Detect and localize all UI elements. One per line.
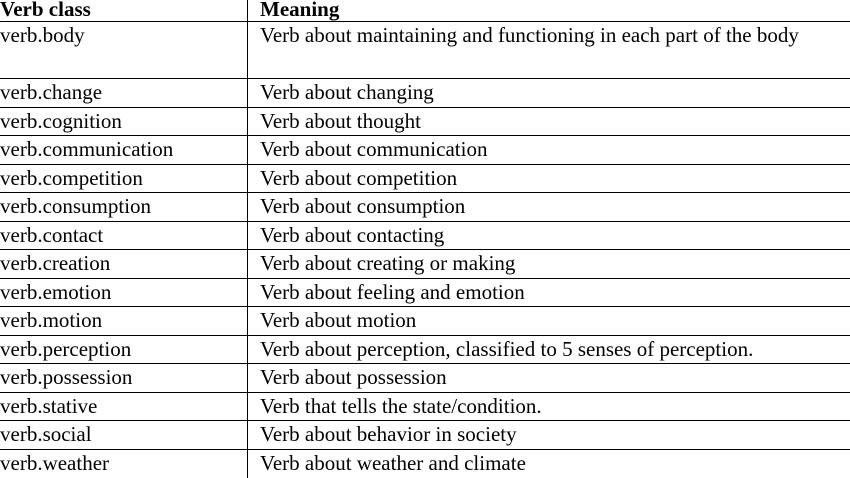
meaning-cell: Verb about maintaining and functioning in each part of the body — [260, 23, 799, 47]
meaning-cell: Verb about feeling and emotion — [260, 280, 525, 304]
verb-class-cell: verb.body — [0, 23, 85, 47]
table-row — [0, 108, 850, 136]
verb-class-cell: verb.possession — [0, 365, 133, 389]
table-row — [0, 250, 850, 279]
table-row — [0, 336, 850, 364]
table-row — [0, 79, 850, 108]
table-row — [0, 393, 850, 421]
meaning-cell: Verb about behavior in society — [260, 422, 517, 446]
header-meaning: Meaning — [260, 0, 340, 21]
table-row — [0, 165, 850, 193]
header-row — [0, 0, 850, 22]
meaning-cell: Verb about possession — [260, 365, 447, 389]
table-row — [0, 22, 850, 79]
meaning-cell: Verb about changing — [260, 80, 434, 104]
verb-class-cell: verb.motion — [0, 308, 103, 332]
verb-class-cell: verb.contact — [0, 223, 104, 247]
meaning-cell: Verb about motion — [260, 308, 417, 332]
table-row — [0, 421, 850, 450]
meaning-cell: Verb about contacting — [260, 223, 445, 247]
table-row — [0, 364, 850, 393]
meaning-cell: Verb that tells the state/condition. — [260, 394, 542, 418]
table-row — [0, 222, 850, 250]
meaning-cell: Verb about communication — [260, 137, 488, 161]
meaning-cell: Verb about consumption — [260, 194, 466, 218]
meaning-cell: Verb about competition — [260, 166, 458, 190]
verb-class-cell: verb.social — [0, 422, 92, 446]
verb-class-cell: verb.change — [0, 80, 103, 104]
verb-class-cell: verb.competition — [0, 166, 143, 190]
table-row — [0, 193, 850, 222]
meaning-cell: Verb about creating or making — [260, 251, 516, 275]
verb-class-cell: verb.perception — [0, 337, 132, 361]
verb-class-cell: verb.cognition — [0, 109, 122, 133]
table-row — [0, 450, 850, 478]
meaning-cell: Verb about thought — [260, 109, 421, 133]
verb-class-cell: verb.creation — [0, 251, 111, 275]
verb-class-cell: verb.stative — [0, 394, 98, 418]
verb-class-cell: verb.emotion — [0, 280, 112, 304]
verb-class-cell: verb.weather — [0, 451, 110, 475]
meaning-cell: Verb about perception, classified to 5 senses of perception. — [260, 337, 754, 361]
meaning-cell: Verb about weather and climate — [260, 451, 526, 475]
table-row — [0, 279, 850, 307]
verb-class-cell: verb.consumption — [0, 194, 152, 218]
table-row — [0, 307, 850, 336]
header-verb-class: Verb class — [0, 0, 91, 21]
table-row — [0, 136, 850, 165]
verb-class-cell: verb.communication — [0, 137, 174, 161]
